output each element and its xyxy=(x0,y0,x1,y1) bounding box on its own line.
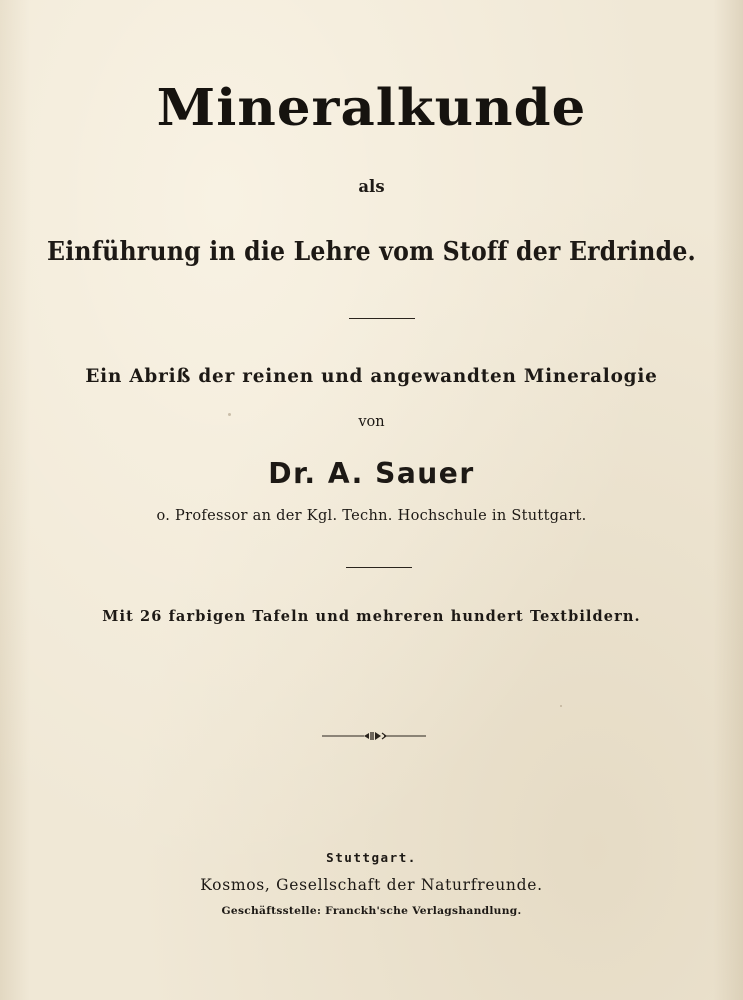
paper-speck xyxy=(560,705,562,707)
illustrations-note: Mit 26 farbigen Tafeln und mehreren hundert Textbildern. xyxy=(102,608,641,625)
by-text: von xyxy=(358,414,385,430)
connector-text: als xyxy=(358,177,385,196)
publisher-office: Geschäftsstelle: Franckh'sche Verlagshandlung. xyxy=(221,904,522,917)
printer-ornament-icon xyxy=(322,729,426,743)
paper-speck xyxy=(228,413,231,416)
author-name: Dr. A. Sauer xyxy=(268,457,475,490)
publication-city: Stuttgart. xyxy=(326,850,417,865)
publisher-name: Kosmos, Gesellschaft der Naturfreunde. xyxy=(200,876,543,894)
book-description: Ein Abriß der reinen und angewandten Mineralogie xyxy=(85,366,658,387)
divider-rule xyxy=(346,567,412,568)
author-position: o. Professor an der Kgl. Techn. Hochschule in Stuttgart. xyxy=(156,508,587,524)
divider-rule xyxy=(349,318,415,319)
book-subtitle: Einführung in die Lehre vom Stoff der Erdrinde. xyxy=(47,236,696,267)
book-title: Mineralkunde xyxy=(156,78,587,137)
